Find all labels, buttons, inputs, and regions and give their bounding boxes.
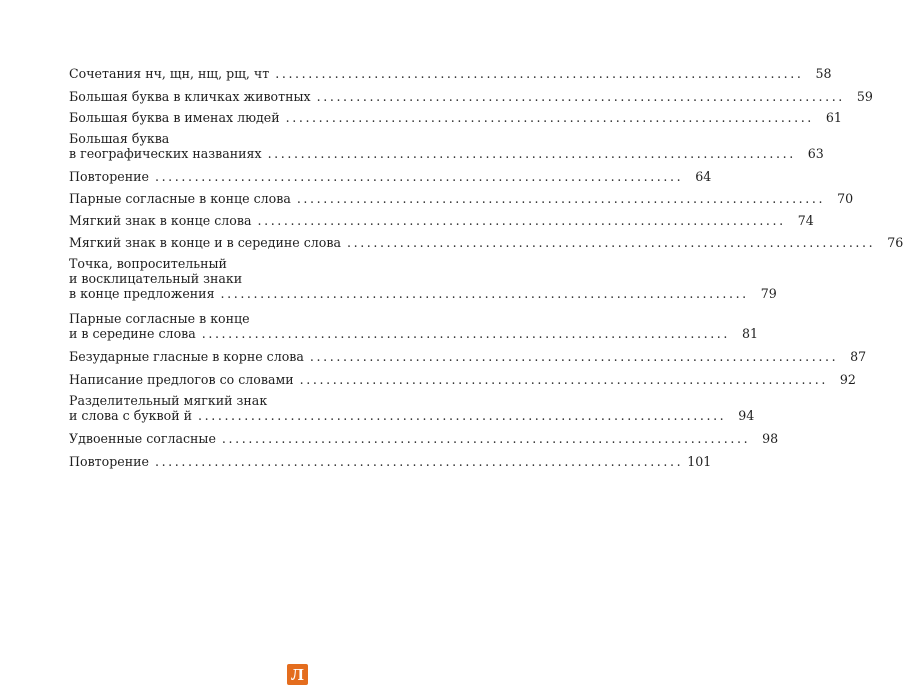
toc-entry-title: Написание предлогов со словами	[69, 372, 294, 387]
dot-leader: ................................................................................	[267, 146, 796, 161]
dot-leader: ................................................................................	[198, 408, 727, 423]
toc-entry[interactable]	[69, 454, 712, 469]
toc-entry-title: Повторение	[69, 454, 149, 469]
toc-entry-title-line: Большая буква	[69, 131, 170, 146]
dot-leader: ................................................................................	[221, 431, 751, 446]
toc-entry[interactable]	[69, 169, 712, 184]
toc-page-number: 61	[825, 110, 842, 125]
toc-entry[interactable]	[69, 235, 903, 250]
toc-entry[interactable]	[69, 89, 873, 104]
toc-entry-title: Мягкий знак в конце и в середине слова	[69, 235, 341, 250]
dot-leader: ................................................................................	[275, 66, 804, 81]
toc-entry-title: Удвоенные согласные	[69, 431, 216, 446]
toc-page-number: 63	[807, 146, 824, 161]
publisher-logo-letter: Л	[291, 665, 304, 684]
toc-entry-title: Повторение	[69, 169, 149, 184]
toc-page-number: 94	[738, 408, 755, 423]
dot-leader: ................................................................................	[154, 169, 684, 184]
toc-entry[interactable]	[69, 311, 759, 341]
toc-entry[interactable]	[69, 110, 842, 125]
dot-leader: ................................................................................	[316, 89, 845, 104]
toc-entry[interactable]	[69, 66, 832, 81]
dot-leader: ................................................................................	[309, 349, 839, 364]
toc-entry[interactable]	[69, 431, 779, 446]
toc-entry-title: Парные согласные в конце слова	[69, 191, 291, 206]
toc-entry-title: Большая буква в именах людей	[69, 110, 280, 125]
toc-entry[interactable]	[69, 349, 867, 364]
dot-leader: ................................................................................	[296, 191, 826, 206]
toc-page-number: 70	[837, 191, 854, 206]
toc-page-number: 101	[687, 454, 712, 469]
toc-entry-title-line: Парные согласные в конце	[69, 311, 250, 326]
toc-entry[interactable]	[69, 256, 777, 301]
toc-page-number: 87	[850, 349, 867, 364]
publisher-logo-icon	[287, 664, 308, 685]
dot-leader: ................................................................................	[346, 235, 876, 250]
toc-page-number: 76	[887, 235, 903, 250]
dot-leader: ................................................................................	[220, 286, 749, 301]
toc-entry-title: Сочетания нч, щн, нщ, рщ, чт	[69, 66, 270, 81]
toc-page-number: 81	[741, 326, 759, 341]
toc-entry[interactable]	[69, 393, 755, 423]
toc-entry-title: Мягкий знак в конце слова	[69, 213, 252, 228]
toc-entry[interactable]	[69, 131, 824, 161]
toc-page-number: 59	[856, 89, 873, 104]
dot-leader: ................................................................................	[154, 454, 684, 469]
toc-page-number: 98	[762, 431, 779, 446]
dot-leader: ................................................................................	[299, 372, 828, 387]
toc-entry-title: в конце предложения	[69, 286, 215, 301]
toc-entry[interactable]	[69, 213, 814, 228]
toc-entry-title: и в середине слова	[69, 326, 196, 341]
toc-page-number: 58	[815, 66, 832, 81]
dot-leader: ................................................................................	[201, 326, 731, 341]
toc-page-number: 74	[797, 213, 814, 228]
toc-page-number: 92	[839, 372, 856, 387]
toc-entry-title: Большая буква в кличках животных	[69, 89, 311, 104]
toc-entry[interactable]	[69, 372, 856, 387]
toc-entry-title-line: и восклицательный знаки	[69, 271, 243, 286]
toc-entry[interactable]	[69, 191, 854, 206]
dot-leader: ................................................................................	[285, 110, 814, 125]
toc-page-number: 79	[760, 286, 777, 301]
dot-leader: ................................................................................	[257, 213, 786, 228]
toc-entry-title: в географических названиях	[69, 146, 262, 161]
toc-entry-title-line: Точка, вопросительный	[69, 256, 227, 271]
toc-entry-title: и слова с буквой й	[69, 408, 193, 423]
toc-entry-title: Безударные гласные в корне слова	[69, 349, 304, 364]
toc-entry-title-line: Разделительный мягкий знак	[69, 393, 268, 408]
toc-page-number: 64	[695, 169, 712, 184]
